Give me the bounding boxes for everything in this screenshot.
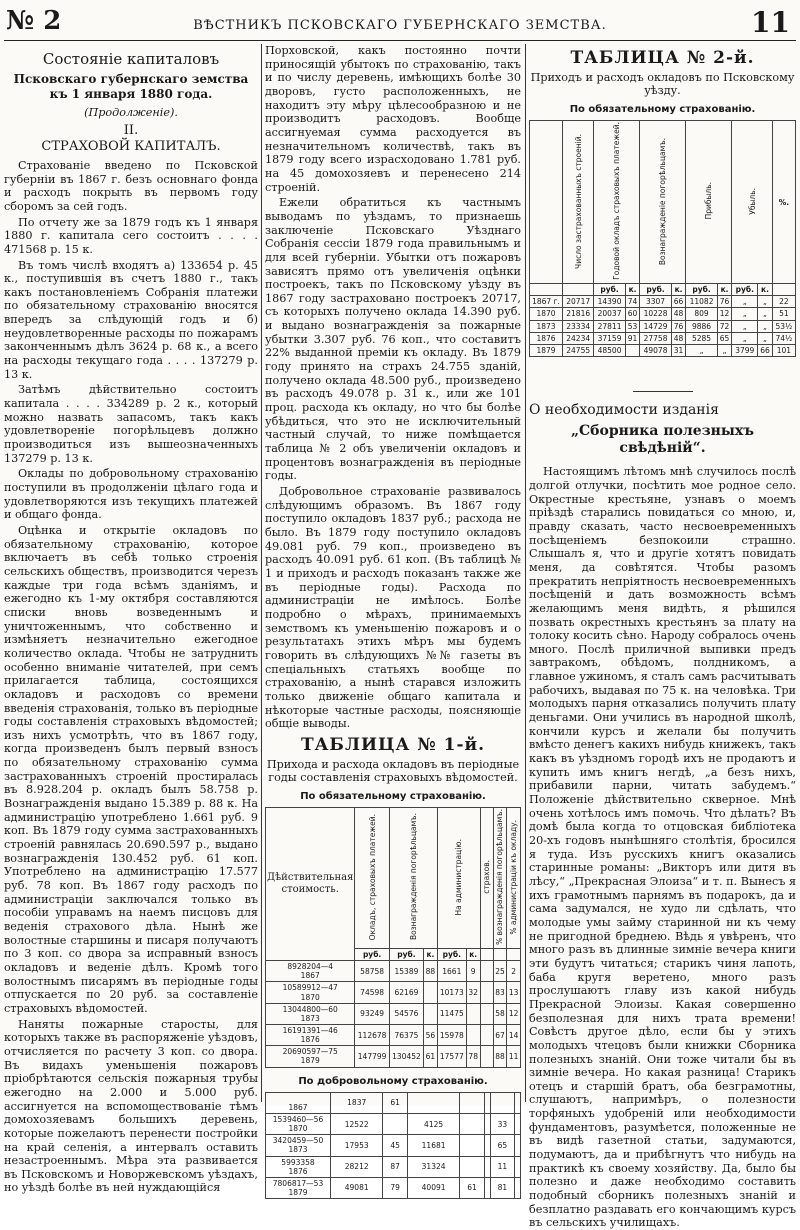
- paragraph: Добровольное страхованіе развивалось слѣдующимъ образомъ. Въ 1867 году поступило окладовъ 1837 руб.; расхода не было. Въ 1879 году поступило окладовъ 49.081 руб. 79 коп., произведено въ расходъ 40.091 руб. 61 коп. (Въ таблицѣ № 1 и приходъ и расходъ показанъ также же въ періодные годы). Расхода по администраціи не имѣлось. Болѣе подробно о мѣрахъ, принимаемыхъ земствомъ къ уменьшенію пожаровъ и о результатахъ этихъ мѣръ мы будемъ говорить въ слѣдующихъ №№ газеты въ спеціальныхъ статьяхъ вообще по страхованію, а нынѣ старався изложить только движеніе общаго капитала и нѣкоторые частные расходы, поясняющіе общіе выводы.: [265, 485, 521, 731]
- table2-subtitle: Приходъ и расходъ окладовъ по Псковскому уѣзду.: [530, 70, 795, 98]
- table-row: 7806817—53 1879 49081 79 40091 61 81: [266, 1177, 521, 1198]
- table-header-cell: Убыль.: [732, 121, 772, 284]
- paragraph: Порховской, какъ постоянно почти приносящій убытокъ по страхованію, такъ и по числу деревень, имѣющихъ болѣе 30 дворовъ, густо расположенныхъ, не находитъ эту мѣру цѣлесообразною и не производитъ расходовъ. Вообще ассигнуемая сумма расходуется въ незначительномъ количествѣ, такъ въ 1879 году всего израсходовано 1.781 руб. на 45 домохозяевъ и перенесено 214 строеній.: [265, 44, 521, 194]
- section-title: СТРАХОВОЙ КАПИТАЛЪ.: [41, 139, 221, 155]
- page-header: [4, 4, 796, 42]
- unit-cell: руб.: [389, 949, 423, 961]
- table-row: 1539460—56 1870 12522 4125 33: [266, 1114, 521, 1135]
- table-header-cell: %.: [772, 121, 795, 284]
- paragraph: Оклады по добровольному страхованію поступили въ продолженіи цѣлаго года и удовлетворяются изъ текущихъ платежей и общаго фонда.: [4, 467, 258, 522]
- unit-cell: к.: [466, 949, 480, 961]
- table-1-obligatory: [265, 807, 521, 1068]
- paragraph: Наняты пожарные старосты, для которыхъ также въ распоряженіе уѣздовъ, отчисляется по расчету 3 коп. со двора. Въ видахъ уменьшенія пожаровъ пріобрѣтаются сельскія пожарныя трубы ежегодно на 2.000 и 5.000 руб. ассигнуется на вспомоществованіе тѣмъ домохозяевамъ большихъ деревень, которые пожелаютъ перенести постройки на край селенія, а интервалъ оставить незастроеннымъ. Мѣра эта развивается въ Псковскомъ и Новоржевскомъ уѣздахъ, но уѣздѣ болѣе въ ней нуждающійся: [4, 1017, 258, 1195]
- table1-title: ТАБЛИЦА № 1-й.: [300, 734, 486, 755]
- header-rule: [4, 40, 796, 41]
- table-row: 8928204—4 1867 58758 15389 88 1661 9 25 2: [266, 961, 521, 982]
- paragraph: Страхованіе введено по Псковской губерніи въ 1867 г. безъ основнаго фонда и расходъ покрыть въ первомъ году сборомъ за сей годъ.: [4, 158, 258, 213]
- unit-cell: руб.: [355, 949, 389, 961]
- table1-voluntary-label: По добровольному страхованію.: [298, 1075, 488, 1087]
- table-row: 1879 24755 48500 49078 31 „ „ 3799 66 101: [530, 344, 796, 356]
- table1-obligatory-label: По обязательному страхованію.: [300, 790, 486, 802]
- separator-rule: [633, 391, 693, 392]
- table-row: 5993358 1876 28212 87 31324 11: [266, 1156, 521, 1177]
- table-header-cell: Годовой окладъ страховыхъ платежей.: [594, 121, 640, 284]
- table-row: 10589912—47 1870 74598 62169 10173 32 83 13: [266, 982, 521, 1003]
- table2-obligatory-label: По обязательному страхованію.: [569, 104, 756, 116]
- table-header-cell: Вознагражденіе погорѣльцамъ.: [640, 121, 686, 284]
- table2-title: ТАБЛИЦА № 2-й.: [570, 48, 755, 68]
- paragraph: Ежели обратиться къ частнымъ выводамъ по уѣздамъ, то признаешь заключеніе Псковскаго Уѣзднаго Собранія сессіи 1879 года правильнымъ и для всей губерніи. Убытки отъ пожаровъ зависятъ прямо отъ увеличенія оцѣнки построекъ, такъ по Псковскому уѣзду въ 1867 году застраховано построекъ 20717, съ которыхъ получено оклада 14.390 руб. и выдано вознагражденія за пожарные убытки 3.307 руб. 76 коп., что составитъ 22% выданной преміи къ окладу. Въ 1879 году принято на страхъ 24.755 зданій, получено оклада 48.500 руб., произведено въ расходъ 49.078 р. 31 к., или же 101 проц. расхода къ окладу, но что бы болѣе убѣдиться, что это не исключительный частный случай, то ниже помѣщается таблица № 2 объ увеличеніи окладовъ и процентовъ вознагражденія въ періодные годы.: [265, 196, 521, 483]
- table-header-cell: Число застрахованныхъ строеній.: [563, 121, 594, 284]
- table-header-cell: Окладъ, страховыхъ платежей.: [355, 808, 389, 949]
- article-heading: О необходимости изданія: [529, 402, 719, 419]
- issue-number: № 2: [6, 6, 62, 36]
- table-row: 13044800—60 1873 93249 54576 11475 58 12: [266, 1003, 521, 1024]
- table-row: 16191391—46 1876 112678 76375 56 15978 67 14: [266, 1025, 521, 1046]
- table-header-cell: страхов.: [480, 808, 493, 949]
- table-header-cell: Прибыль.: [686, 121, 732, 284]
- column-1: [4, 44, 258, 1195]
- table1-subtitle: Прихода и расхода окладовъ въ періодные годы составленія страховыхъ вѣдомостей.: [266, 757, 520, 785]
- table-row: 1873 23334 27811 53 14729 76 9886 72 „ „ 53½: [530, 320, 796, 332]
- table-header-cell: Вознагражденія погорѣльцамъ.: [389, 808, 437, 949]
- table-row: 1867 1837 61: [266, 1092, 521, 1113]
- table-row: 3420459—50 1873 17953 45 11681 65: [266, 1135, 521, 1156]
- unit-cell: руб.: [437, 949, 466, 961]
- paragraph: По отчету же за 1879 годъ къ 1 января 1880 г. капитала сего состоитъ . . . . 471568 р. 15 к.: [4, 215, 258, 256]
- article-subheading: Псковскаго губернскаго земства къ 1 января 1880 года.: [13, 72, 249, 101]
- article-subheading: „Сборника полезныхъ свѣдѣній“.: [570, 423, 754, 457]
- table-1-voluntary: [265, 1092, 521, 1199]
- column-2: [265, 44, 521, 1198]
- column-3: [529, 44, 796, 1230]
- table-2: Число застрахованныхъ строеній. Годовой окладъ страховыхъ платежей. Вознагражденіе погорѣльцамъ. Прибыль. Убыль. %. руб. к. руб. к. руб. к. руб. к. 1867 г. 20717 14390 74 3307 66 11082 76 „ „ 22 1870 21816 20037 60 10228 48 809 12 „ „ 51 1873 23334 27811 53 14729 76 9886 72 „ „ 53½ 1876 24234 37159 91 27758 48 5285 65 „ „ 74½ 1879 24755 48500 49078 31 „ „ 3799 66 101: [529, 120, 796, 357]
- paragraph: Въ томъ числѣ входятъ а) 133654 р. 45 к., поступившія въ счетъ 1880 г., такъ какъ постановленіемъ Собранія платежи по обязательному страхованію вносятся впередъ за слѣдующій годъ и б) неудовлетворенные расходы по пожарамъ законченнымъ дѣлъ 3624 р. 68 к., а всего на расходы текущаго года . . . . 137279 р. 13 к.: [4, 258, 258, 381]
- paragraph: Оцѣнка и открытіе окладовъ по обязательному страхованію, которое включаетъ въ себѣ только строенія сельскихъ обществъ, производится черезъ каждые три года всѣмъ зданіямъ, и ежегодно къ 1-му октября составляются списки вновь возведеннымъ и уничтоженнымъ, что собственно и измѣняетъ незначительно ежегодное количество оклада. Чтобы не затруднить особенно вниманіе читателей, при семъ прилагается таблица, состоящихся окладовъ и расходовъ со времени введенія страхованія, только въ періодные годы составленія страховыхъ вѣдомостей; изъ нихъ усмотрѣть, что въ 1867 году, когда произведенъ былъ первый взносъ по обязательному страхованію сумма застрахованныхъ строеній простиралась въ 8.928.204 р. окладъ былъ 58.758 р. Вознагражденія выдано 15.389 р. 88 к. На администрацію употреблено 1.661 руб. 9 коп. Въ 1879 году сумма застрахованныхъ строеній равнялась 20.690.597 р., выдано вознагражденія 130.452 руб. 61 коп. Употреблено на администрацію 17.577 руб. 78 коп. Въ 1867 году расходъ по администраціи заключался только въ пособіи управамъ на наемъ писцовъ для веденія страхового дѣла. Нынѣ же волостные старшины и писаря получаютъ по 3 коп. со двора за исправный взносъ окладовъ и веденіе дѣлъ. Кромѣ того волостнымъ писарямъ въ періодные годы отпускается по 20 руб. за составленіе страховыхъ вѣдомостей.: [4, 523, 258, 1015]
- column-divider: [525, 44, 526, 1102]
- table-row: 1867 г. 20717 14390 74 3307 66 11082 76 „ „ 22: [530, 296, 796, 308]
- table-row: 1876 24234 37159 91 27758 48 5285 65 „ „ 74½: [530, 332, 796, 344]
- section-number: II.: [123, 123, 139, 139]
- article-heading: Состояніе капиталовъ: [42, 50, 220, 68]
- table-header-cell: % администраціи къ окладу.: [507, 808, 521, 949]
- paragraph: Настоящимъ лѣтомъ мнѣ случилось послѣ долгой отлучки, посѣтить мое родное село. Окрестные крестьяне, узнавъ о моемъ пріѣздѣ старались повидаться со мною, и, правду сказать, часто несвоевременныхъ посѣщеніемъ безпокоили страшно. Слышалъ я, что и другіе хотятъ повидать меня, да совѣтятся. Чтобы разомъ прекратить непріятность несвоевременныхъ посѣщеній и дать возможность всѣмъ желающимъ меня видѣть, я рѣшился позвать окрестныхъ крестьянъ за плату на толоку косить сѣно. Народу собралось очень много. Послѣ приличной выпивки предъ завтракомъ, обѣдомъ, полдникомъ, а главное ужиномъ, я сталъ самъ расчитывать рабочихъ, выдавая по 75 к. на человѣка. Три молодыхъ парня отказались получить плату деньгами. Они учились въ народной школѣ, кончили курсъ и желали бы получить вмѣсто денегъ какихъ нибудь книжекъ, такъ какъ въ уѣздномъ городѣ ихъ не продаютъ и купить имъ книгъ негдѣ, „а безъ нихъ, прибавили парни, читать забудемъ.“ Положеніе дѣйствительно скверное. Мнѣ очень хотѣлось имъ помочь. Что дѣлать? Въ домѣ была когда то отцовская библіотека 20-хъ годовъ нынѣшняго столѣтія, бросился я туда. Изъ русскихъ книгъ оказались старинные романы: „Викторъ или дитя въ лѣсу,“ „Прекрасная Элоиза“ и т. п. Вынесъ я ихъ грамотнымъ парнямъ въ подарокъ, да и сама задумался, не худо ли сдѣлать, что молодые умы займу старинной ни къ чему не пригодной бреднею. Вѣдь я увѣренъ, что много разъ въ длинные зимніе вечера книги эти будутъ читаться; старикъ чиня лапоть, баба кругя веретено, много разъ прослушаютъ главу изъ какой нибудь Прекрасной Элоизы. Какая совершенно безполезная для нихъ трата времени! Совѣстъ другое дѣло, если бы у этихъ молодыхъ чтецовъ были книжки Сборника полезныхъ знаній. Они тоже читали бы въ зимніе вечера. Но какая разница! Старикъ отецъ и старшій братъ, оба безграмотны, слушаютъ, напримѣръ, о полезности торфяныхъ удобреній или необходимости фундаментовъ, разумѣется, положенные не въ видѣ газетной статьи, задумаются, подумаютъ, да и прибѣгнутъ что нибудь на практикѣ къ своему хозяйству. Да, было бы полезно и даже необходимо составить подобный сборникъ полезныхъ знаній и безплатно раздавать его кончающимъ курсъ въ сельскихъ училищахъ.: [529, 465, 796, 1230]
- page-number: 11: [751, 6, 790, 39]
- newspaper-title: ВѢСТНИКЪ ПСКОВСКАГО ГУБЕРНСКАГО ЗЕМСТВА.: [193, 18, 607, 33]
- table-row: 20690597—75 1879 147799 130452 61 17577 78 88 11: [266, 1046, 521, 1067]
- table-header-cell: Дѣйствительная стоимость.: [266, 808, 355, 961]
- unit-cell: к.: [424, 949, 438, 961]
- table-row: 1870 21816 20037 60 10228 48 809 12 „ „ 51: [530, 308, 796, 320]
- table-header-cell: На администрацію.: [437, 808, 480, 949]
- paragraph: Затѣмъ дѣйствительно состоитъ капитала . . . . 334289 р. 2 к., который можно назвать запасомъ, такъ какъ удовлетвореніе погорѣльцевъ должно производиться изъ вышеозначенныхъ 137279 р. 13 к.: [4, 383, 258, 465]
- column-divider: [261, 44, 262, 1102]
- continued-note: (Продолженіе).: [84, 105, 178, 119]
- table-header-cell: % вознагражденія погорѣльцамъ.: [493, 808, 507, 949]
